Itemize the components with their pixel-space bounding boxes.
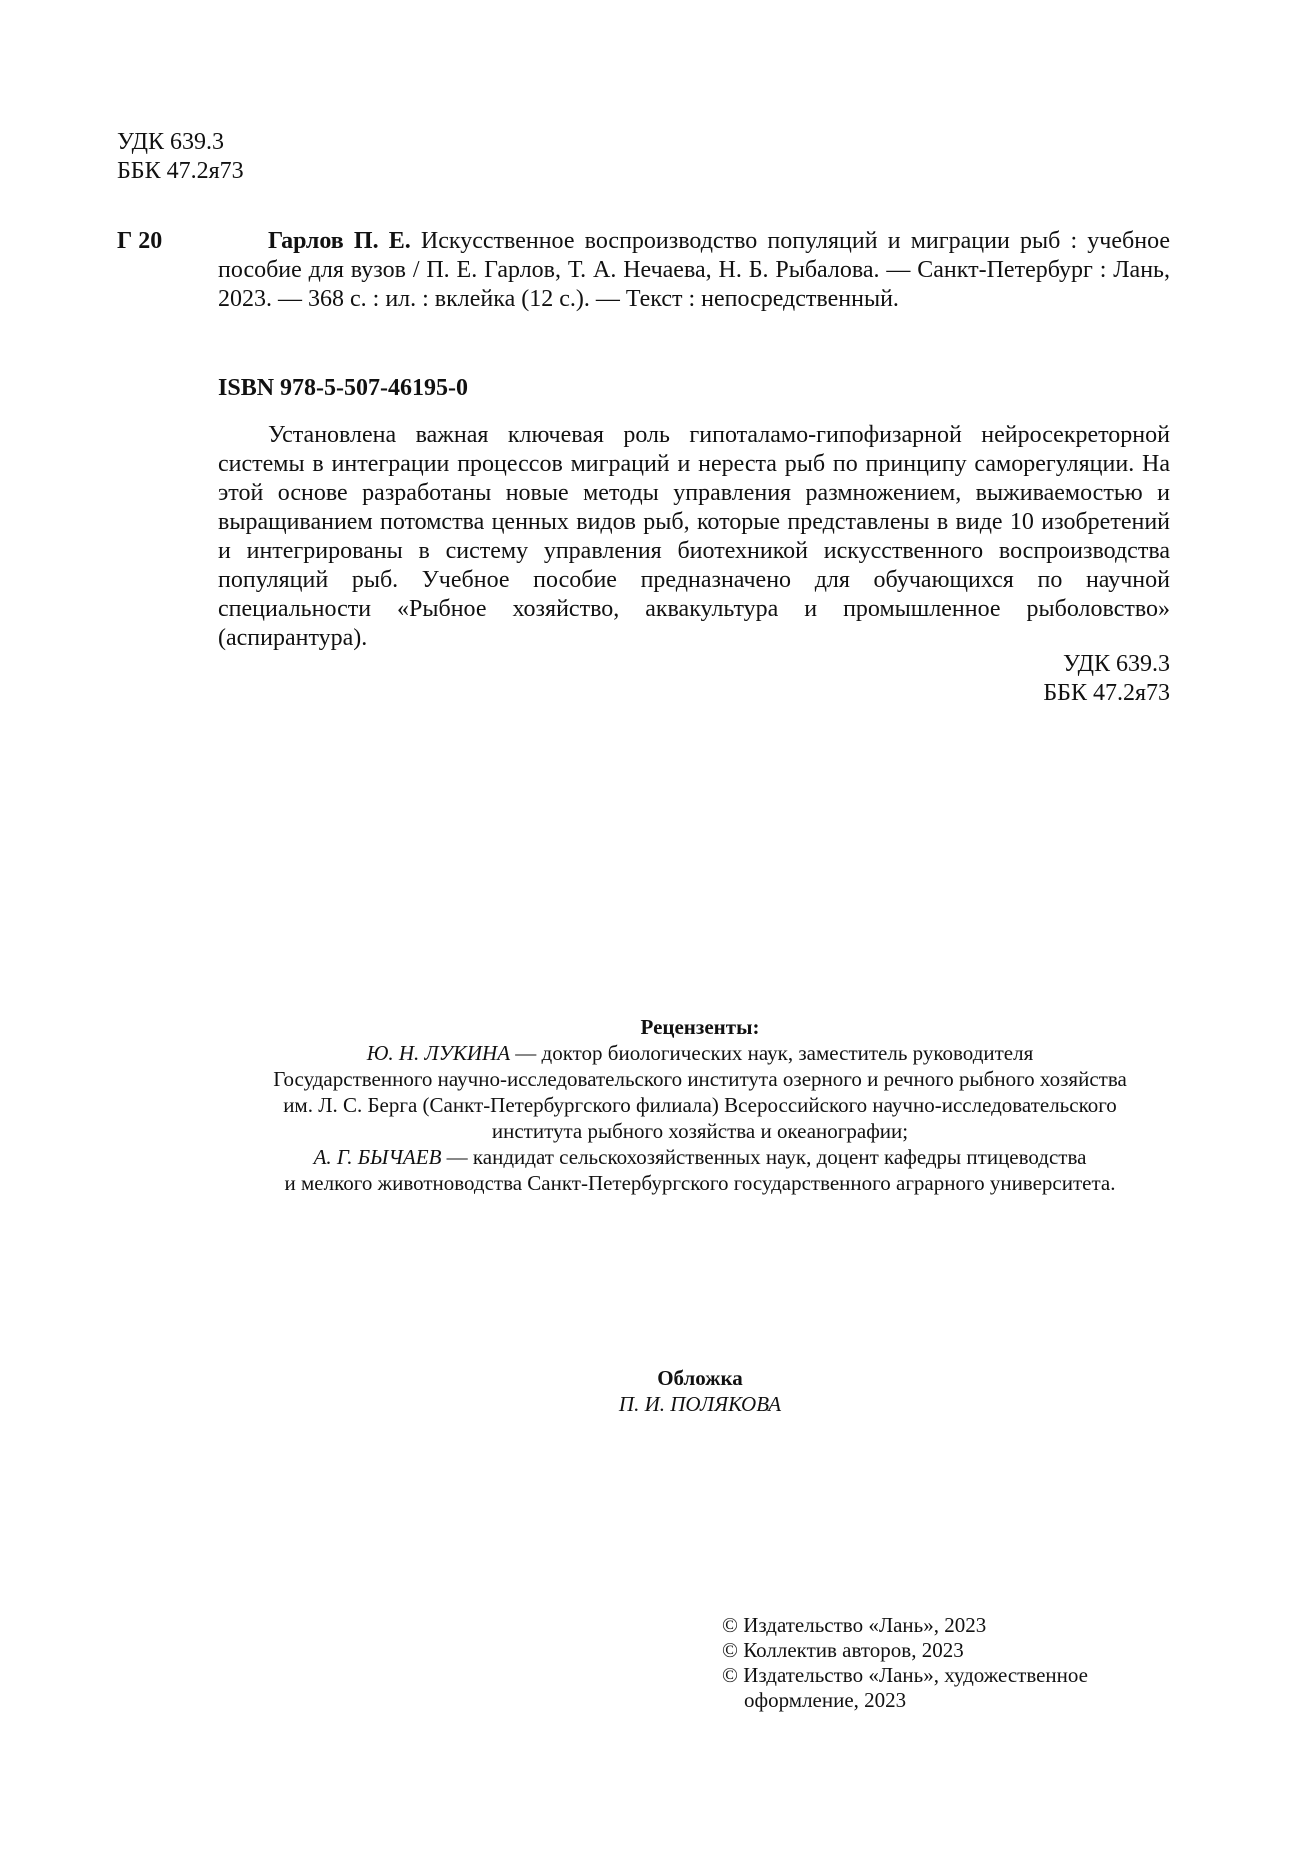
cover-heading: Обложка [657,1366,743,1390]
reviewer-2-line-2: и мелкого животноводства Санкт-Петербургского государственного аграрного университета. [284,1171,1116,1195]
reviewer-2 [200,1144,1200,1170]
bibliographic-text: Искусственное воспроизводство популяций и миграции рыб : учебное пособие для вузов / П. Е. Гарлов, Т. А. Нечаева, Н. Б. Рыбалова. — Санкт-Петербург : Лань, 2023. — 368 с. : ил. : вклейка (12 с.). — Текст : непосредственный. [218,228,1171,312]
annotation: Установлена важная ключевая роль гипоталамо-гипофизарной нейросекреторной системы в интеграции процессов миграций и нереста рыб по принципу саморегуляции. На этой основе разработаны новые методы управления размножением, выживаемостью и выращиванием потомства ценных видов рыб, которые представлены в виде 10 изобретений и интегрированы в систему управления биотехникой искусственного воспроизводства популяций рыб. Учебное пособие предназначено для обучающихся по научной специальности «Рыбное хозяйство, аквакультура и промышленное рыболовство» (аспирантура). [218,422,1170,651]
isbn: ISBN 978-5-507-46195-0 [218,375,468,401]
reviewer-1-line-3: им. Л. С. Берга (Санкт-Петербургского филиала) Всероссийского научно-исследовательского [283,1093,1117,1117]
copyright-section [722,1613,1088,1713]
classification-codes-bottom [900,650,1170,708]
reviewer-1-line-4: института рыбного хозяйства и океанографии; [491,1119,909,1143]
udk-code-bottom: УДК 639.3 [1063,651,1170,677]
reviewer-1 [200,1040,1200,1066]
udk-code: УДК 639.3 [117,129,224,155]
copyright-line-3-continued: оформление, 2023 [744,1688,907,1712]
reviewer-1-title: — доктор биологических наук, заместитель руководителя [510,1041,1034,1065]
reviewer-1-name: Ю. Н. ЛУКИНА [366,1041,511,1065]
reviewer-2-name: А. Г. БЫЧАЕВ [313,1145,442,1169]
bbk-code: ББК 47.2я73 [117,158,244,184]
reviewer-2-title: — кандидат сельскохозяйственных наук, доцент кафедры птицеводства [441,1145,1087,1169]
author-name: Гарлов П. Е. [268,228,411,254]
cover-designer: П. И. ПОЛЯКОВА [618,1392,782,1416]
reviewers-heading: Рецензенты: [640,1015,760,1039]
cover-section [200,1365,1200,1417]
copyright-line-2: © Коллектив авторов, 2023 [722,1638,964,1662]
copyright-line-3: © Издательство «Лань», художественное [722,1663,1088,1687]
classification-codes-top [117,128,244,186]
bibliographic-description [218,227,1170,314]
author-mark: Г 20 [117,228,163,254]
copyright-line-1: © Издательство «Лань», 2023 [722,1613,987,1637]
bbk-code-bottom: ББК 47.2я73 [1043,680,1170,706]
reviewer-1-line-2: Государственного научно-исследовательского института озерного и речного рыбного хозяйства [273,1067,1127,1091]
reviewers-section [200,1014,1200,1196]
